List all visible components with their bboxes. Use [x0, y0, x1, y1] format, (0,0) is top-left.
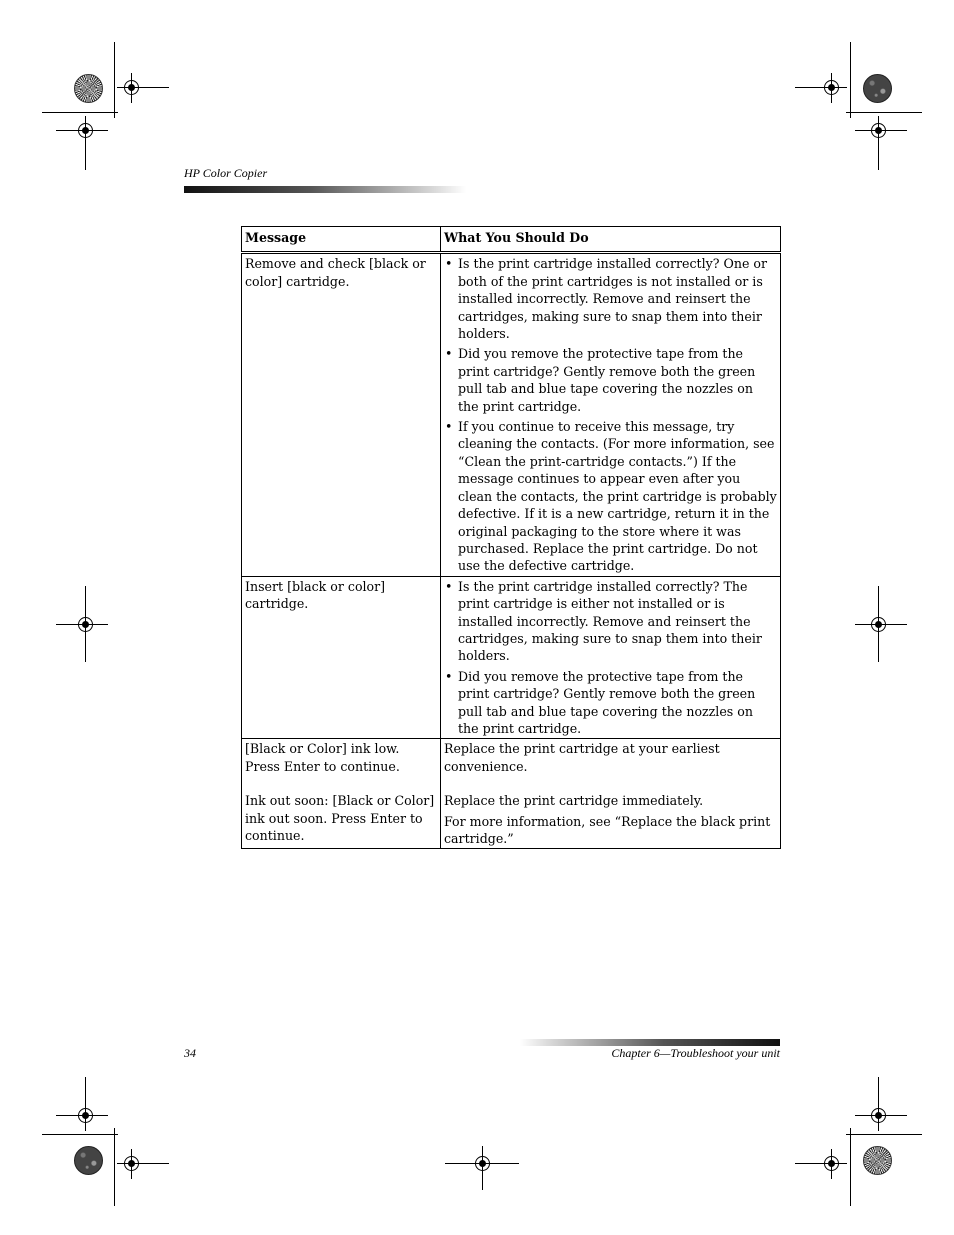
action-cell [441, 576, 781, 739]
message-text: [Black or Color] ink low. Press Enter to continue. [245, 741, 400, 774]
color-bar-sunburst-top-left [74, 74, 103, 103]
table-header-row [242, 227, 781, 253]
crop-mark [42, 112, 118, 113]
footer-gradient-rule [520, 1039, 780, 1046]
table-row [242, 739, 781, 849]
color-bar-sunburst-bottom-right [863, 1146, 892, 1175]
message-text: Ink out soon: [Black or Color] ink out soon. Press Enter to continue. [245, 793, 435, 843]
crop-mark [846, 112, 922, 113]
list-item: • Did you remove the protective tape from the print cartridge? Gently remove both the green pull tab and blue tape covering the nozzles on the print cartridge. [444, 668, 777, 738]
action-list [444, 255, 777, 574]
action-text: Replace the print cartridge immediately. [444, 793, 704, 809]
action-text: Replace the print cartridge at your earliest convenience. [444, 741, 720, 774]
crop-mark [850, 1128, 851, 1206]
column-header-message: Message [242, 227, 441, 253]
color-bar-speckle-bottom-left [74, 1146, 103, 1175]
list-item: • Is the print cartridge installed correctly? The print cartridge is either not installed or is installed incorrectly. Remove and reinsert the cartridges, making sure to snap them into their holders. [444, 578, 777, 665]
list-item: • Did you remove the protective tape from the print cartridge? Gently remove both the green pull tab and blue tape covering the nozzles on the print cartridge. [444, 345, 777, 415]
action-list [444, 578, 777, 738]
page-number: 34 [184, 1046, 196, 1060]
error-message-table [241, 226, 781, 849]
message-cell [242, 739, 441, 849]
crop-mark [850, 42, 851, 118]
table-row [242, 576, 781, 739]
message-cell: Remove and check [black or color] cartridge. [242, 253, 441, 576]
crop-mark [846, 1134, 922, 1135]
crop-mark [114, 42, 115, 118]
running-head: HP Color Copier [184, 166, 268, 180]
column-header-action: What You Should Do [441, 227, 781, 253]
table-row [242, 253, 781, 576]
action-cell [441, 739, 781, 849]
crop-mark [42, 1134, 118, 1135]
header-gradient-rule [184, 186, 466, 193]
color-bar-speckle-top-right [863, 74, 892, 103]
chapter-title: Chapter 6—Troubleshoot your unit [611, 1046, 780, 1060]
message-cell: Insert [black or color] cartridge. [242, 576, 441, 739]
list-item: • If you continue to receive this message, try cleaning the contacts. (For more information, see “Clean the print-cartridge contacts.”) If the message continues to appear even after you clean the contacts, the print cartridge is probably defective. If it is a new cartridge, return it in the original packaging to the store where it was purchased. Replace the print cartridge. Do not use the defective cartridge. [444, 418, 777, 575]
list-item: • Is the print cartridge installed correctly? One or both of the print cartridges is not installed or is installed incorrectly. Remove and reinsert the cartridges, making sure to snap them into their holders. [444, 255, 777, 342]
action-text: For more information, see “Replace the black print cartridge.” [444, 813, 771, 846]
crop-mark [114, 1128, 115, 1206]
action-cell [441, 253, 781, 576]
